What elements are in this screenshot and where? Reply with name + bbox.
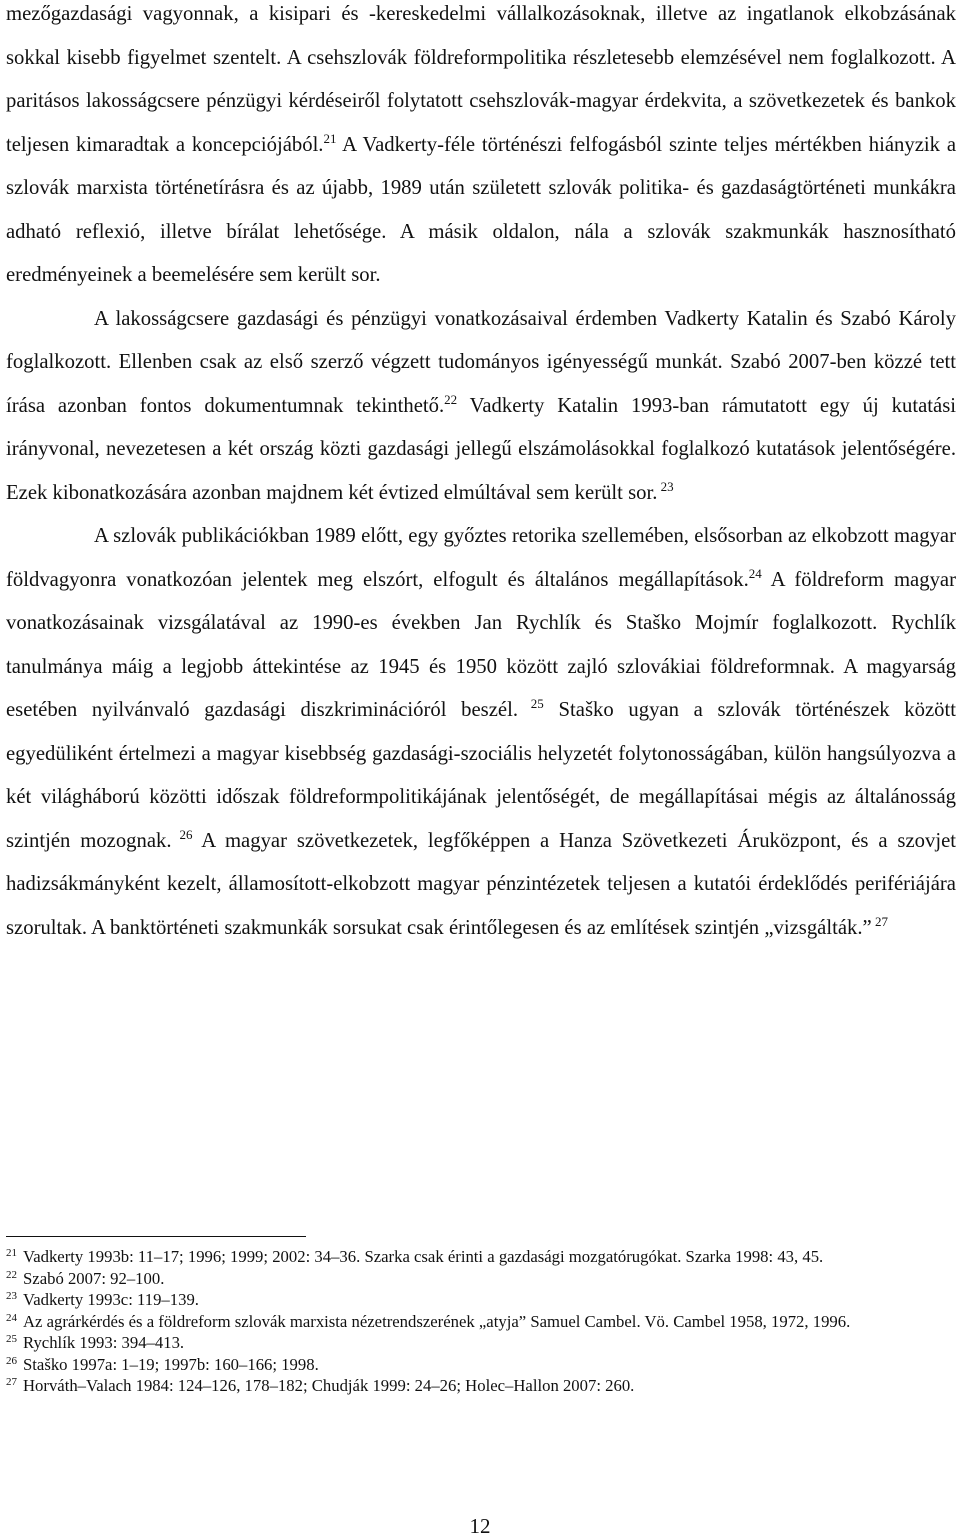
footnote-ref-24[interactable]: 24: [748, 565, 762, 581]
footnote-number: 21: [6, 1247, 17, 1259]
footnote-number: 23: [6, 1290, 17, 1302]
footnote-24: [6, 1311, 956, 1333]
paragraph-1: [6, 0, 956, 298]
footnote-number: 22: [6, 1268, 17, 1281]
footnote-number: 25: [6, 1333, 17, 1345]
footnote-text: Az agrárkérdés és a földreform szlovák marxista nézetrendszerének „atyja” Samuel Cambel. Vö. Cambel 1958, 1972, 1996.: [23, 1311, 851, 1331]
paragraph-2-text-a: A lakosságcsere gazdasági és pénzügyi vonatkozásaival érdemben Vadkerty Katalin és Szabó Károly foglalkozott. Ellenben csak az első szerző végzett tudományos igényességű munkát. Szabó 2007-ben közzé tett írása azonban fontos dokumentumnak tekinthető.: [6, 307, 956, 417]
footnote-26: [6, 1354, 956, 1376]
footnote-ref-23[interactable]: 23: [657, 478, 674, 494]
footnote-text: Szabó 2007: 92–100.: [23, 1268, 165, 1288]
footnote-25: [6, 1332, 956, 1354]
paragraph-3-text-b: A földreform magyar vonatkozásainak vizsgálatával az 1990-es években Jan Rychlík és Staško Mojmír foglalkozott. Rychlík tanulmánya máig a legjobb áttekintése az 1945 és 1950 között zajló szlovákiai földreformnak. A magyarság esetében nyilvánvaló gazdasági diszkriminációról beszél.: [6, 568, 957, 721]
footnote-27: [6, 1375, 956, 1397]
footnote-ref-25[interactable]: 25: [518, 696, 544, 711]
paragraph-3-text-d: A magyar szövetkezetek, legfőképpen a Hanza Szövetkezeti Áruközpont, és a szovjet hadizsákmányként kezelt, államosított-elkobzott magyar pénzintézetek teljesen a kutatói érdeklődés perifériájára szorultak. A banktörténeti szakmunkák sorsukat csak érintőlegesen és az említések szintjén „vizsgálták.”: [6, 829, 957, 939]
footnote-ref-26[interactable]: 26: [171, 826, 193, 842]
footnote-text: Horváth–Valach 1984: 124–126, 178–182; Chudják 1999: 24–26; Holec–Hallon 2007: 260.: [23, 1376, 635, 1395]
paragraph-2-text-b: Vadkerty Katalin 1993-ban rámutatott egy új kutatási irányvonal, nevezetesen a két ország közti gazdasági jellegű elszámolásokkal foglalkozó kutatások jelentőségére. Ezek kibonatkozására azonban majdnem két évtized elmúltával sem került sor.: [6, 394, 956, 504]
footnote-23: [6, 1289, 956, 1311]
footnote-number: 24: [6, 1311, 17, 1324]
paragraph-1-text-b: A Vadkerty-féle történészi felfogásból szinte teljes mértékben hiányzik a szlovák marxista történetírásra és az újabb, 1989 után született szlovák politika- és gazdaságtörténeti munkákra adható reflexió, illetve bírálat lehetősége. A másik oldalon, nála a szlovák szakmunkák hasznosítható eredményeinek a beemelésére sem került sor.: [6, 133, 956, 286]
page-number: 12: [469, 1514, 491, 1538]
footnote-separator: [6, 1236, 306, 1237]
footnote-text: Staško 1997a: 1–19; 1997b: 160–166; 1998.: [23, 1354, 319, 1374]
paragraph-2: [6, 298, 956, 516]
paragraph-1-text-a: mezőgazdasági vagyonnak, a kisipari és -kereskedelmi vállalkozásoknak, illetve az ingatlanok elkobzásának sokkal kisebb figyelmet szentelt. A csehszlovák földreformpolitika részletesebb elemzésével nem foglalkozott. A paritásos lakosságcsere pénzügyi kérdéseiről folytatott csehszlovák-magyar érdekvita, a szövetkezetek és bankok teljesen kimaradtak a koncepciójából.: [6, 3, 956, 156]
footnote-ref-21[interactable]: 21: [323, 130, 337, 146]
paragraph-3-text-c: Staško ugyan a szlovák történészek között egyedüliként értelmezi a magyar kisebbség gazdasági-szociális helyzetét folytonosságában, külön hangsúlyozva a két világháború közötti időszak földreformpolitikájának jelentőségét, de megállapításai mégis az általánosság szintjén mozognak.: [6, 699, 957, 852]
footnote-number: 26: [6, 1354, 17, 1367]
footnote-text: Vadkerty 1993b: 11–17; 1996; 1999; 2002: 34–36. Szarka csak érinti a gazdasági mozgatórugókat. Szarka 1998: 43, 45.: [23, 1247, 824, 1266]
footnote-ref-27[interactable]: 27: [871, 913, 888, 929]
document-page: [6, 0, 956, 950]
paragraph-3: [6, 515, 956, 950]
footnotes: [6, 1246, 956, 1397]
footnote-text: Vadkerty 1993c: 119–139.: [23, 1290, 199, 1309]
footnote-ref-22[interactable]: 22: [444, 391, 458, 407]
paragraph-3-text-a: A szlovák publikációkban 1989 előtt, egy győztes retorika szellemében, elsősorban az elkobzott magyar földvagyonra vonatkozóan jelentek meg elszórt, elfogult és általános megállapítások.: [6, 525, 956, 591]
footnote-21: [6, 1246, 956, 1268]
footnote-number: 27: [6, 1376, 17, 1388]
footnote-text: Rychlík 1993: 394–413.: [23, 1333, 185, 1352]
footnote-22: [6, 1268, 956, 1290]
